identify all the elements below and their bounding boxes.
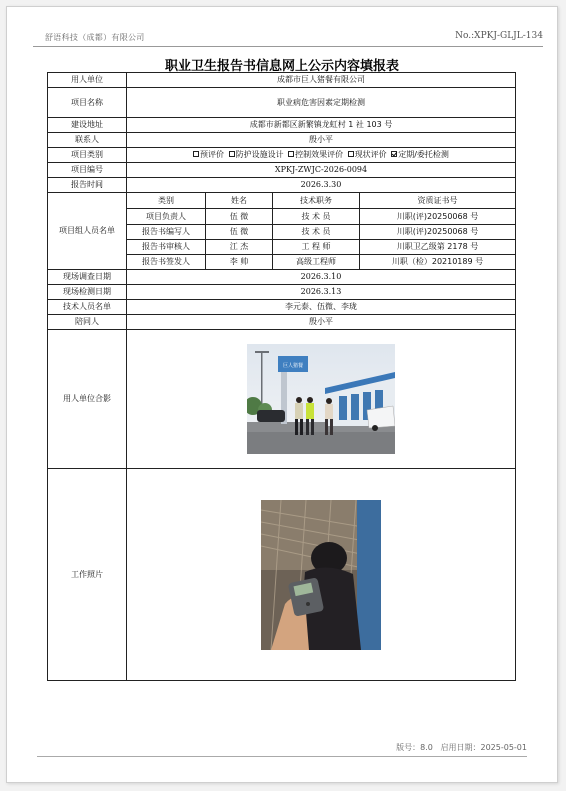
team-name: 伍 微: [206, 209, 273, 225]
row-team-header: [48, 193, 516, 209]
team-role: 报告书编写人: [127, 225, 206, 240]
survey-date-label: 现场调查日期: [48, 270, 127, 285]
row-report-time: [48, 178, 516, 193]
checkbox-icon: [193, 151, 199, 157]
group-photo-image: [247, 344, 395, 454]
survey-date-value: 2026.3.10: [127, 270, 516, 285]
info-table: [47, 72, 516, 681]
checkbox-checked-icon: [391, 151, 397, 157]
employer-label: 用人单位: [48, 73, 127, 88]
checkbox-icon: [229, 151, 235, 157]
team-label: 项目组人员名单: [48, 193, 127, 270]
escort-label: 陪同人: [48, 315, 127, 330]
work-photo-label: 工作照片: [48, 469, 127, 681]
team-title: 技 术 员: [273, 225, 360, 240]
footer-version: [396, 742, 527, 753]
category-option-control-effect: 控制效果评价: [288, 150, 343, 159]
footer-rule: [37, 756, 527, 757]
team-certificate: 川职(评)20250068 号: [360, 225, 516, 240]
tech-staff-label: 技术人员名单: [48, 300, 127, 315]
team-name: 伍 微: [206, 225, 273, 240]
project-name-value: 职业病危害因素定期检测: [127, 88, 516, 118]
contact-label: 联系人: [48, 133, 127, 148]
team-name: 李 帅: [206, 255, 273, 270]
row-address: [48, 118, 516, 133]
group-photo-cell: [127, 330, 516, 469]
team-name: 江 杰: [206, 240, 273, 255]
team-role: 项目负责人: [127, 209, 206, 225]
tech-staff-value: 李元泰、伍微、李珑: [127, 300, 516, 315]
project-no-value: XPKJ-ZWJC-2026-0094: [127, 163, 516, 178]
row-contact: [48, 133, 516, 148]
project-name-label: 项目名称: [48, 88, 127, 118]
category-option-protection-design: 防护设施设计: [229, 150, 284, 159]
work-photo: [261, 500, 381, 650]
category-label: 项目类别: [48, 148, 127, 163]
employer-value: 成都市巨人猪餐有限公司: [127, 73, 516, 88]
report-time-label: 报告时间: [48, 178, 127, 193]
team-certificate: 川职（检）20210189 号: [360, 255, 516, 270]
document-page: [6, 6, 558, 783]
work-photo-cell: [127, 469, 516, 681]
group-photo-label: 用人单位合影: [48, 330, 127, 469]
row-test-date: [48, 285, 516, 300]
category-option-periodic-detection: 定期/委托检测: [391, 150, 449, 159]
version-text: 版号：8.0: [396, 743, 433, 752]
row-project-name: [48, 88, 516, 118]
team-header-category: 类别: [127, 193, 206, 209]
header-rule: [33, 46, 543, 47]
team-role: 报告书审核人: [127, 240, 206, 255]
team-header-title: 技术职务: [273, 193, 360, 209]
store-sign-text: 巨人猪餐: [282, 363, 304, 369]
effective-date-text: 启用日期：2025-05-01: [440, 743, 527, 752]
category-option-pre-evaluation: 预评价: [193, 150, 224, 159]
work-photo-image: [261, 500, 381, 650]
checkbox-icon: [288, 151, 294, 157]
team-title: 高级工程师: [273, 255, 360, 270]
category-options: [127, 148, 516, 163]
row-survey-date: [48, 270, 516, 285]
row-employer: [48, 73, 516, 88]
escort-value: 殷小平: [127, 315, 516, 330]
category-option-status-evaluation: 现状评价: [348, 150, 387, 159]
row-escort: [48, 315, 516, 330]
test-date-label: 现场检测日期: [48, 285, 127, 300]
page-title: 职业卫生报告书信息网上公示内容填报表: [164, 59, 399, 74]
checkbox-icon: [348, 151, 354, 157]
team-header-name: 姓名: [206, 193, 273, 209]
report-time-value: 2026.3.30: [127, 178, 516, 193]
team-title: 技 术 员: [273, 209, 360, 225]
row-tech-staff: [48, 300, 516, 315]
team-certificate: 川职卫乙级第 2178 号: [360, 240, 516, 255]
row-category: [48, 148, 516, 163]
row-work-photo: [48, 469, 516, 681]
team-title: 工 程 师: [273, 240, 360, 255]
group-photo: [247, 344, 395, 454]
document-number: No.:XPKJ-GLJL-134: [455, 31, 543, 41]
team-certificate: 川职(评)20250068 号: [360, 209, 516, 225]
project-no-label: 项目编号: [48, 163, 127, 178]
company-header: 舒语科技（成都）有限公司: [45, 33, 145, 42]
row-group-photo: [48, 330, 516, 469]
team-role: 报告书签发人: [127, 255, 206, 270]
row-project-no: [48, 163, 516, 178]
team-header-certificate: 资质证书号: [360, 193, 516, 209]
address-value: 成都市新都区新繁镇龙虹村 1 社 103 号: [127, 118, 516, 133]
contact-value: 殷小平: [127, 133, 516, 148]
test-date-value: 2026.3.13: [127, 285, 516, 300]
address-label: 建设地址: [48, 118, 127, 133]
